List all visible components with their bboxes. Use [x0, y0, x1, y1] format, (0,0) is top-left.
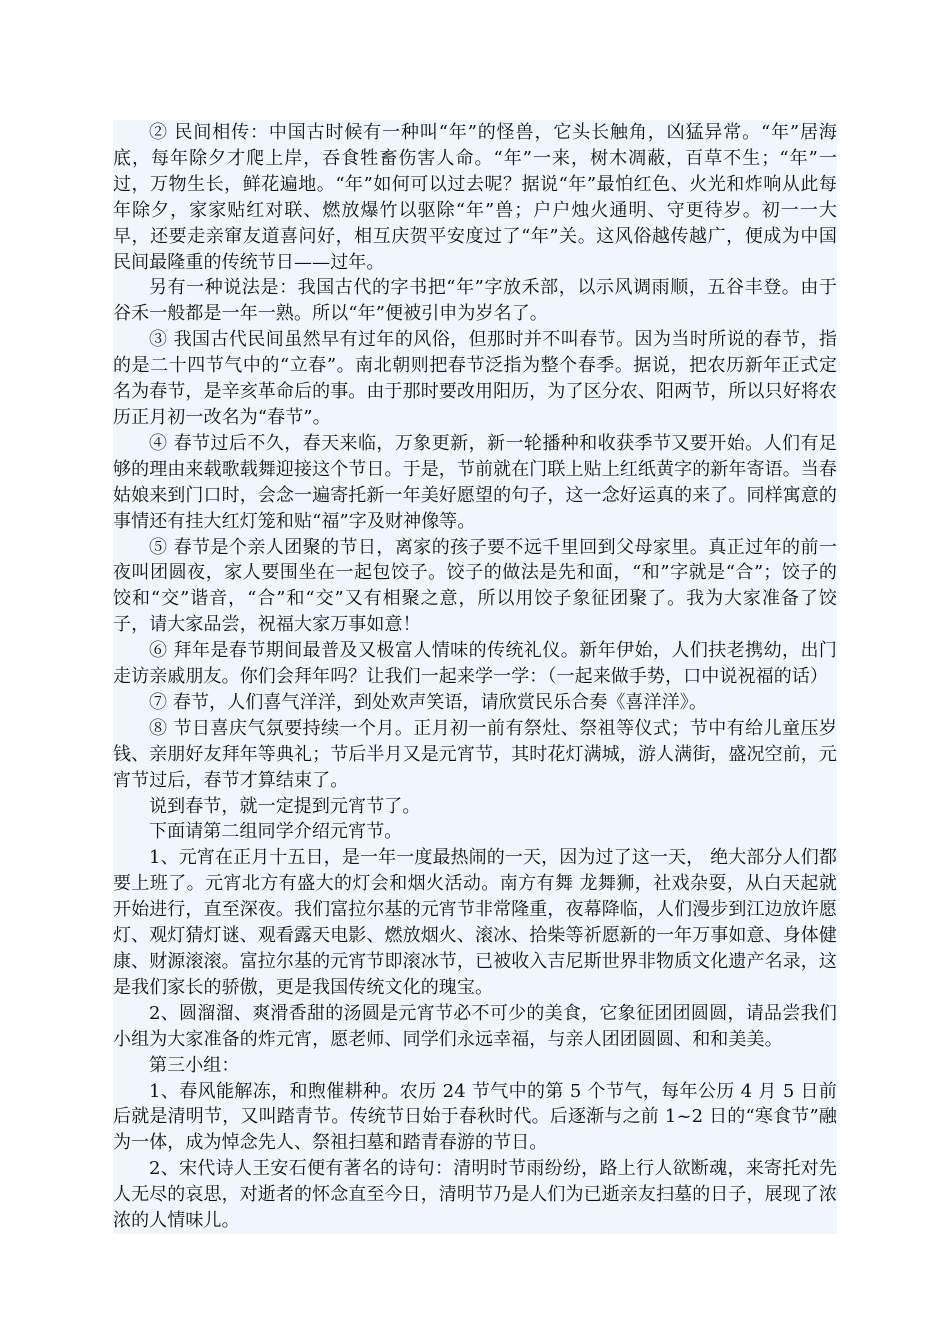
paragraph-nian-etymology: 另有一种说法是：我国古代的字书把“年”字放禾部，以示风调雨顺，五谷丰登。由于谷禾一般都是一年一熟。所以“年”便被引申为岁名了。: [113, 277, 837, 325]
paragraph-lantern-transition: 说到春节，就一定提到元宵节了。: [149, 795, 421, 817]
paragraph-group-three: 第三小组：: [149, 1054, 240, 1076]
paragraph-lantern-festival-2: 2、圆溜溜、爽滑香甜的汤圆是元宵节必不可少的美食，它象征团团圆圆，请品尝我们小组为大家准备的炸元宵，愿老师、同学们永远幸福，与亲人团团圆圆、和和美美。: [113, 1002, 837, 1050]
paragraph-lantern-festival-1: 1、元宵在正月十五日，是一年一度最热闹的一天，因为过了这一天， 绝大部分人们都要上班了。元宵北方有盛大的灯会和烟火活动。南方有舞 龙舞狮，社戏杂耍，从白天起就开始进行，直至深夜。我们富拉尔基的元宵节非常隆重，夜幕降临，人们漫步到江边放许愿灯、观灯猜灯谜、观看露天电影、燃放烟火、滚冰、拾柴等祈愿新的一年万事如意、身体健康、财源滚滚。富拉尔基的元宵节即滚冰节，已被收入吉尼斯世界非物质文化遗产名录，这是我们家长的骄傲，更是我国传统文化的瑰宝。: [113, 847, 837, 998]
paragraph-folk-music: ⑦ 春节，人们喜气洋洋，到处欢声笑语，请欣赏民乐合奏《喜洋洋》。: [149, 691, 707, 713]
paragraph-qingming-2: 2、宋代诗人王安石便有著名的诗句：清明时节雨纷纷，路上行人欲断魂，来寄托对先人无尽的哀思，对逝者的怀念直至今日，清明节乃是人们为已逝亲友扫墓的日子，展现了浓浓的人情味儿。: [113, 1158, 837, 1232]
paragraph-festival-duration: ⑧ 节日喜庆气氛要持续一个月。正月初一前有祭灶、祭祖等仪式；节中有给儿童压岁钱、亲朋好友拜年等典礼；节后半月又是元宵节，其时花灯满城，游人满街，盛况空前，元宵节过后，春节才算结束了。: [113, 717, 837, 791]
paragraph-qingming-1: 1、春风能解冻，和煦催耕种。农历 24 节气中的第 5 个节气，每年公历 4 月 5 日前后就是清明节，又叫踏青节。传统节日始于春秋时代。后逐渐与之前 1~2 日的“寒食节”融为一体，成为悼念先人、祭祖扫墓和踏青春游的节日。: [113, 1080, 837, 1154]
paragraph-new-year-visits: ⑥ 拜年是春节期间最普及又极富人情味的传统礼仪。新年伊始，人们扶老携幼，出门走访亲戚朋友。你们会拜年吗？让我们一起来学一学：（一起来做手势，口中说祝福的话）: [113, 640, 837, 688]
paragraph-reunion-dumplings: ⑤ 春节是个亲人团聚的节日，离家的孩子要不远千里回到父母家里。真正过年的前一夜叫团圆夜，家人要围坐在一起包饺子。饺子的做法是先和面，“和”字就是“合”；饺子的饺和“交”谐音，“合”和“交”又有相聚之意，所以用饺子象征团聚了。我为大家准备了饺子，请大家品尝，祝福大家万事如意！: [113, 536, 837, 636]
paragraph-nian-legend: ② 民间相传：中国古时候有一种叫“年”的怪兽，它头长触角，凶猛异常。“年”居海底，每年除夕才爬上岸，吞食牲畜伤害人命。“年”一来，树木凋蔽，百草不生；“年”一过，万物生长，鲜花遍地。“年”如何可以过去呢？据说“年”最怕红色、火光和炸响从此每年除夕，家家贴红对联、燃放爆竹以驱除“年”兽；户户烛火通明、守更待岁。初一一大早，还要走亲窜友道喜问好，相互庆贺平安度过了“年”关。这风俗越传越广，便成为中国民间最隆重的传统节日——过年。: [113, 122, 837, 273]
paragraph-group-two-intro: 下面请第二组同学介绍元宵节。: [149, 821, 403, 843]
document-body: [113, 120, 837, 1234]
paragraph-spring-festival-name: ③ 我国古代民间虽然早有过年的风俗，但那时并不叫春节。因为当时所说的春节，指的是二十四节气中的“立春”。南北朝则把春节泛指为整个春季。据说，把农历新年正式定名为春节，是辛亥革命后的事。由于那时要改用阳历，为了区分农、阳两节，所以只好将农历正月初一改名为“春节”。: [113, 329, 837, 428]
paragraph-spring-arrival: ④ 春节过后不久，春天来临，万象更新，新一轮播种和收获季节又要开始。人们有足够的理由来载歌载舞迎接这个节日。于是，节前就在门联上贴上红纸黄字的新年寄语。当春姑娘来到门口时，会念一遍寄托新一年美好愿望的句子，这一念好运真的来了。同样寓意的事情还有挂大红灯笼和贴“福”字及财神像等。: [113, 432, 837, 532]
